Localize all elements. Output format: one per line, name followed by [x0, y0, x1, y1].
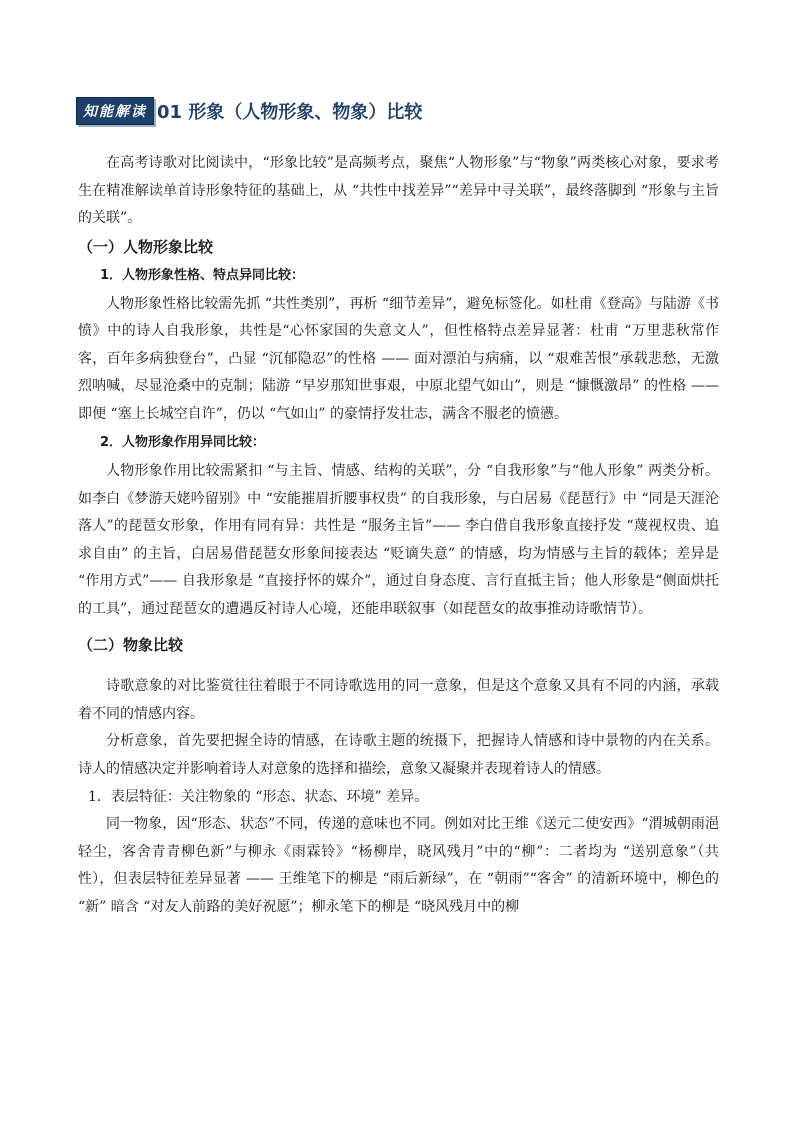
document-body [78, 150, 719, 921]
section1-sub1-text: 人物形象性格比较需先抓 “共性类别”，再析 “细节差异”，避免标签化。如杜甫《登高》与陆游《书愤》中的诗人自我形象，共性是“心怀家国的失意文人”，但性格特点差异显著：杜甫 “万里悲秋常作客，百年多病独登台”，凸显 “沉郁隐忍”的性格 —— 面对漂泊与病痛，以 “艰难苦恨”承载悲愁，无激烈呐喊，尽显沧桑中的克制；陆游 “早岁那知世事艰，中原北望气如山”，则是 “慷慨激昂” 的性格 —— 即便 “塞上长城空自许”，仍以 “气如山” 的豪情抒发壮志，满含不服老的愤懑。 [78, 295, 719, 422]
section2-paragraph-1: 诗歌意象的对比鉴赏往往着眼于不同诗歌选用的同一意象，但是这个意象又具有不同的内涵，承载着不同的情感内容。 [78, 678, 719, 722]
intro-paragraph: 在高考诗歌对比阅读中，“形象比较”是高频考点，聚焦“人物形象”与“物象”两类核心对象，要求考生在精准解读单首诗形象特征的基础上，从 “共性中找差异”“差异中寻关联”，最终落脚到 “形象与主旨的关联”。 [78, 155, 719, 226]
section1-sub2-text: 人物形象作用比较需紧扣 “与主旨、情感、结构的关联”，分 “自我形象”与“他人形象” 两类分析。如李白《梦游天姥吟留别》中 “安能摧眉折腰事权贵” 的自我形象，与白居易《琵琶行》中 “同是天涯沦落人”的琵琶女形象，作用有同有异：共性是 “服务主旨”—— 李白借自我形象直接抒发 “蔑视权贵、追求自由” 的主旨，白居易借琵琶女形象间接表达 “贬谪失意” 的情感，均为情感与主旨的载体；差异是 “作用方式”—— 自我形象是 “直接抒怀的媒介”，通过自身态度、言行直抵主旨；他人形象是“侧面烘托的工具”，通过琵琶女的遭遇反衬诗人心境，还能串联叙事（如琵琶女的故事推动诗歌情节）。 [78, 463, 719, 617]
section1-heading: （一）人物形象比较 [78, 237, 214, 256]
section1-sub1-heading: 1．人物形象性格、特点异同比较： [100, 267, 305, 283]
section1-sub2-heading: 2．人物形象作用异同比较： [100, 435, 266, 450]
knowledge-badge: 知能解读 [76, 97, 154, 125]
section2-heading: （二）物象比较 [78, 636, 184, 654]
section2-paragraph-2: 分析意象，首先要把握全诗的情感，在诗歌主题的统摄下，把握诗人情感和诗中景物的内在关系。诗人的情感决定并影响着诗人对意象的选择和描绘，意象又凝聚并表现着诗人的情感。 [78, 733, 719, 777]
section2-paragraph-3: 同一物象，因“形态、状态”不同，传递的意味也不同。例如对比王维《送元二使安西》“渭城朝雨浥轻尘，客舍青青柳色新”与柳永《雨霖铃》“杨柳岸，晓风残月”中的“柳”：二者均为 “送别意象”（共性），但表层特征差异显著 —— 王维笔下的柳是 “雨后新绿”，在 “朝雨”“客舍” 的清新环境中，柳色的 “新” 暗含 “对友人前路的美好祝愿”；柳永笔下的柳是 “晓风残月中的柳 [78, 816, 719, 915]
page-title: 01 形象（人物形象、物象）比较 [157, 102, 423, 123]
section-header [76, 97, 422, 125]
section2-item-1: 1．表层特征：关注物象的 “形态、状态、环境” 差异。 [88, 789, 429, 805]
